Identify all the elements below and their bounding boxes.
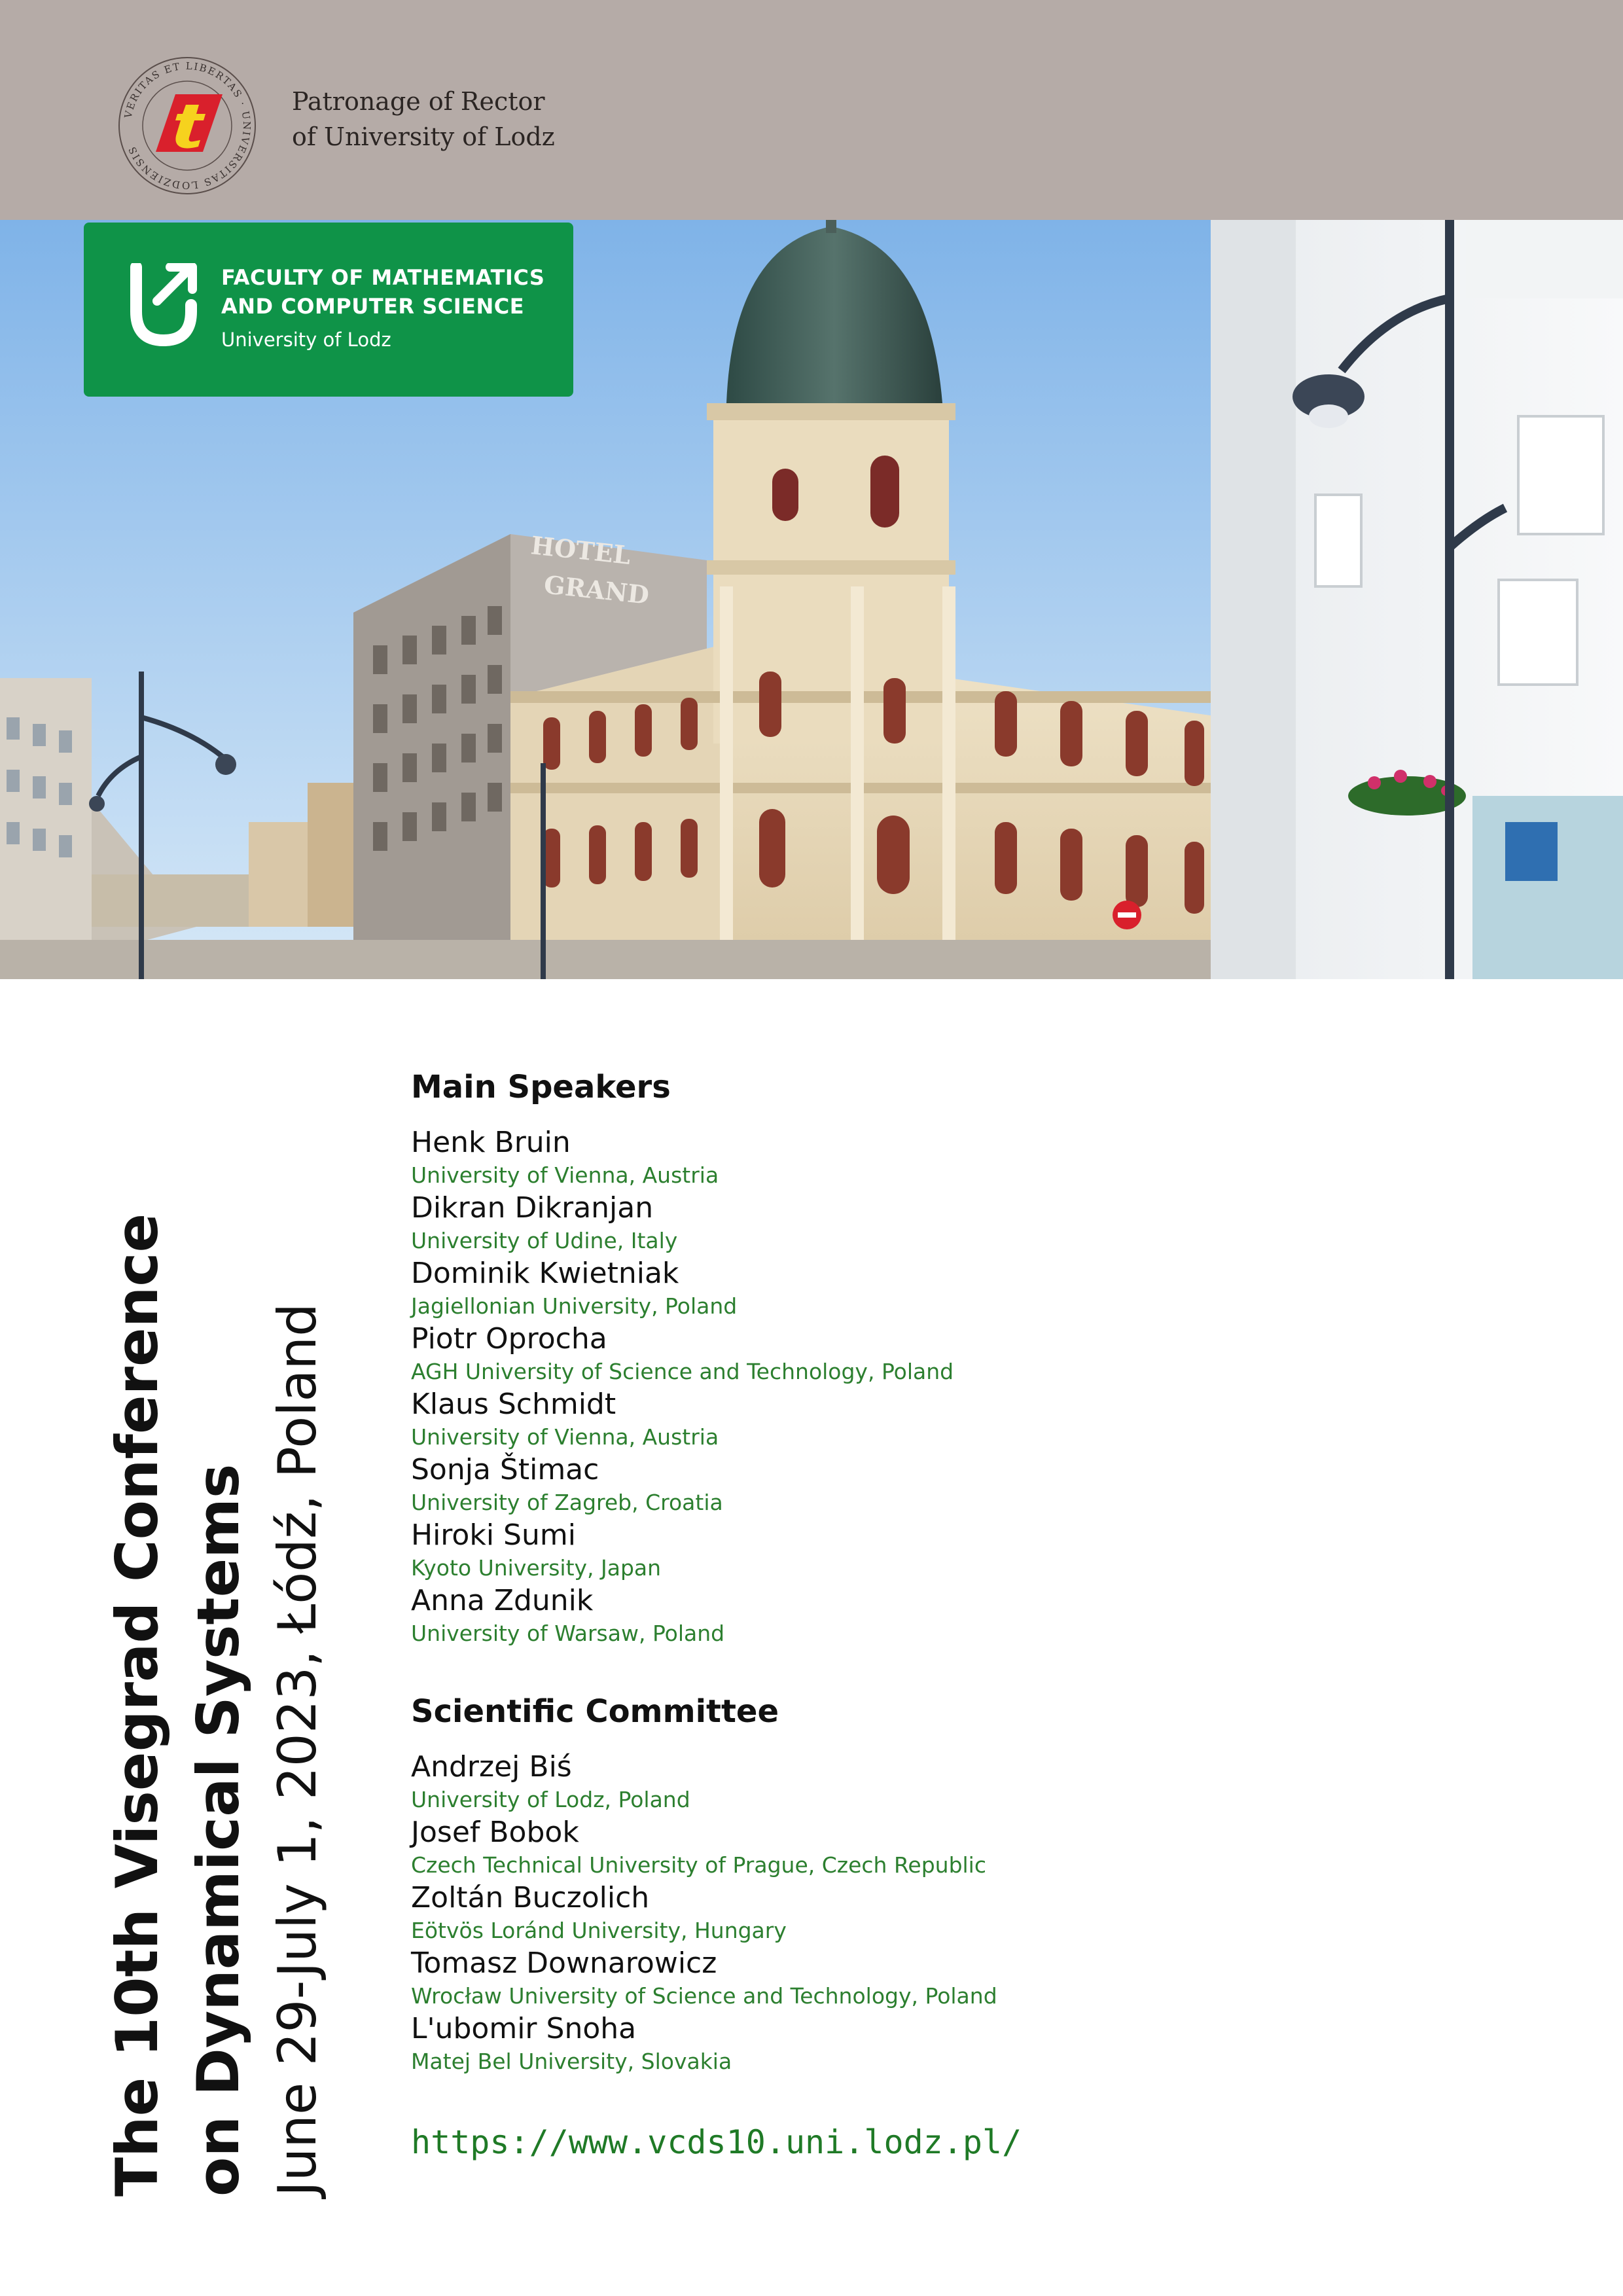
committee-entry: [411, 1816, 1576, 1881]
conference-title-line-1: The 10th Visegrad Conference: [103, 1213, 171, 2197]
scientific-committee-heading: Scientific Committee: [411, 1693, 779, 1730]
main-speakers-heading: Main Speakers: [411, 1069, 671, 1105]
university-seal-logo: [115, 54, 259, 198]
speaker-entry: [411, 1518, 1576, 1584]
scientific-committee-list: [411, 1750, 1576, 2077]
speaker-affiliation: University of Vienna, Austria: [411, 1424, 719, 1450]
committee-member-name: Tomasz Downarowicz: [411, 1946, 717, 1980]
conference-dates-place: June 29-July 1, 2023, Łódź, Poland: [267, 1303, 328, 2197]
committee-entry: [411, 2012, 1576, 2077]
committee-member-name: Andrzej Biś: [411, 1750, 572, 1784]
committee-member-affiliation: University of Lodz, Poland: [411, 1787, 690, 1812]
website-link[interactable]: https://www.vcds10.uni.lodz.pl/: [411, 2123, 1022, 2161]
speaker-name: Anna Zdunik: [411, 1584, 594, 1617]
conference-title-line-2: on Dynamical Systems: [185, 1463, 252, 2197]
committee-member-affiliation: Matej Bel University, Slovakia: [411, 2049, 732, 2074]
speaker-entry: [411, 1191, 1576, 1257]
speaker-entry: [411, 1453, 1576, 1518]
svg-text:HOTEL: HOTEL: [529, 530, 632, 570]
committee-member-name: Zoltán Buczolich: [411, 1881, 650, 1914]
speaker-entry: [411, 1322, 1576, 1388]
patronage-line-1: Patronage of Rector: [292, 87, 545, 116]
speaker-entry: [411, 1126, 1576, 1191]
faculty-line-2: AND COMPUTER SCIENCE: [221, 294, 525, 319]
committee-member-name: L'ubomir Snoha: [411, 2012, 637, 2045]
patronage-line-2: of University of Lodz: [292, 122, 555, 151]
speaker-name: Dikran Dikranjan: [411, 1191, 654, 1225]
speaker-affiliation: Kyoto University, Japan: [411, 1555, 662, 1581]
committee-entry: [411, 1750, 1576, 1816]
speaker-name: Klaus Schmidt: [411, 1388, 616, 1421]
committee-member-affiliation: Eötvös Loránd University, Hungary: [411, 1918, 787, 1943]
patronage-text: [292, 84, 555, 154]
speaker-affiliation: University of Udine, Italy: [411, 1228, 678, 1253]
speaker-name: Sonja Štimac: [411, 1453, 599, 1486]
committee-member-name: Josef Bobok: [411, 1816, 579, 1849]
main-speakers-list: [411, 1126, 1576, 1649]
speaker-name: Dominik Kwietniak: [411, 1257, 679, 1290]
speaker-name: Piotr Oprocha: [411, 1322, 607, 1355]
speaker-name: Henk Bruin: [411, 1126, 571, 1159]
speaker-name: Hiroki Sumi: [411, 1518, 576, 1552]
header-band: [0, 0, 1623, 220]
conference-title-vertical: [97, 1058, 336, 2197]
faculty-line-3: University of Lodz: [221, 329, 391, 351]
faculty-name: [221, 263, 544, 356]
speaker-entry: [411, 1584, 1576, 1649]
svg-text:GRAND: GRAND: [543, 569, 651, 610]
speaker-affiliation: University of Zagreb, Croatia: [411, 1490, 723, 1515]
speaker-affiliation: Jagiellonian University, Poland: [411, 1293, 738, 1319]
speaker-affiliation: University of Vienna, Austria: [411, 1162, 719, 1188]
speaker-entry: [411, 1388, 1576, 1453]
committee-entry: [411, 1946, 1576, 2012]
faculty-logo: [84, 223, 573, 397]
faculty-u-arrow-icon: [127, 263, 200, 347]
speaker-entry: [411, 1257, 1576, 1322]
speaker-affiliation: AGH University of Science and Technology, Poland: [411, 1359, 954, 1384]
svg-text:VERITAS ET LIBERTAS · UNIVERSI: VERITAS ET LIBERTAS · UNIVERSITAS LODZIENSIS: [122, 60, 253, 192]
faculty-line-1: FACULTY OF MATHEMATICS: [221, 265, 545, 290]
committee-member-affiliation: Czech Technical University of Prague, Czech Republic: [411, 1852, 986, 1878]
committee-entry: [411, 1881, 1576, 1946]
speaker-affiliation: University of Warsaw, Poland: [411, 1621, 725, 1646]
main-content: [411, 1066, 1576, 2161]
committee-member-affiliation: Wrocław University of Science and Technology, Poland: [411, 1983, 997, 2009]
